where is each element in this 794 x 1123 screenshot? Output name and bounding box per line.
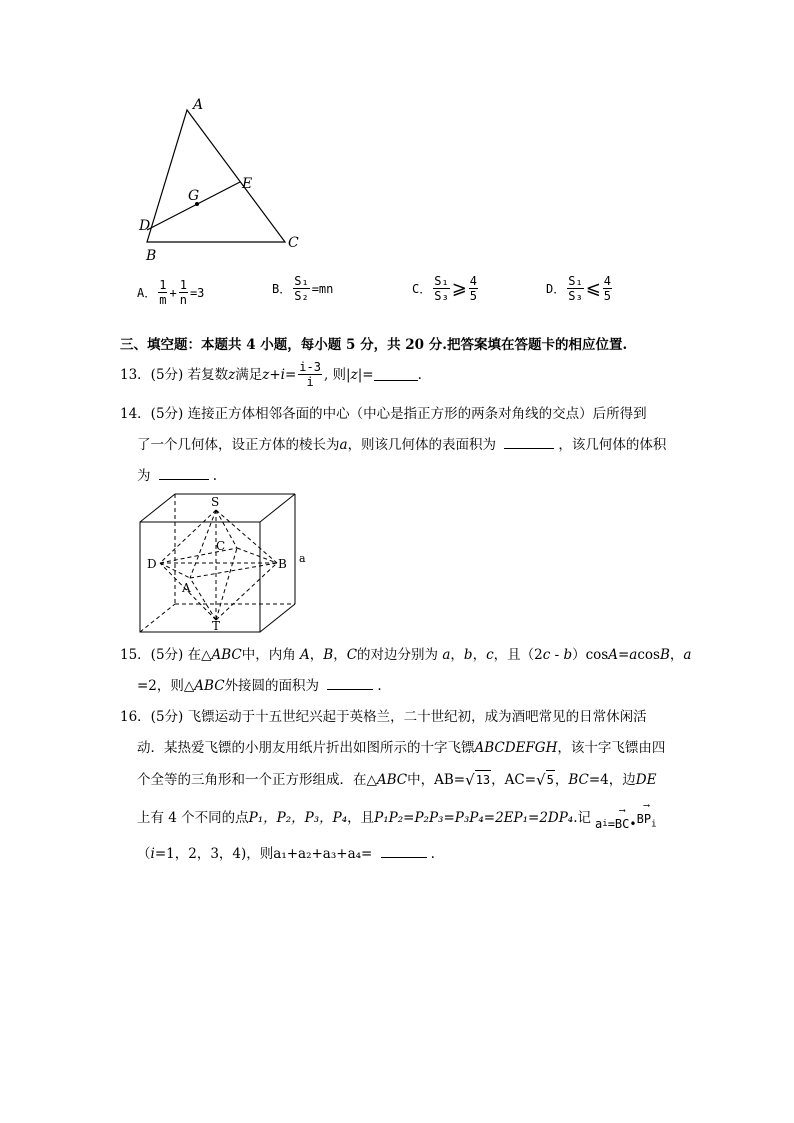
question-16-line2: 动．某热爱飞镖的小朋友用纸片折出如图所示的十字飞镖ABCDEFGH，该十字飞镖由四 xyxy=(137,740,666,756)
q13-equation: z+i= xyxy=(262,366,297,383)
label-c: C xyxy=(288,235,299,251)
question-16-line3: 个全等的三角形和一个正方形组成．在△ ABC 中，AB= √ 13 ，AC= √ 5 ， BC =4，边 DE xyxy=(137,771,657,789)
question-15-line2: =2，则△ABC外接圆的面积为 . xyxy=(137,678,382,694)
q14-volume-blank[interactable] xyxy=(159,467,209,480)
question-13 xyxy=(120,360,422,389)
option-c xyxy=(412,274,480,303)
option-d xyxy=(546,274,614,303)
cube-label-s: S xyxy=(211,495,220,509)
question-14-line1: 14．(5分) 连接正方体相邻各面的中心（中心是指正方形的两条对角线的交点）后所得到 xyxy=(120,406,647,422)
label-g: G xyxy=(188,188,200,204)
q13-prefix: 13．(5分) 若复数 xyxy=(120,366,229,383)
q15-answer-blank[interactable] xyxy=(327,677,373,690)
fraction-1-over-n: $\frac{1}{n}$ xyxy=(179,278,187,307)
cube-label-b: B xyxy=(278,557,287,571)
q13-tail: |= xyxy=(357,366,374,383)
q13-fraction: $\frac{i-3}{i}$ xyxy=(299,360,321,389)
cube-label-t: T xyxy=(212,619,221,633)
cube-label-a: A xyxy=(182,581,191,595)
question-16-line4: 上有 4 个不同的点 P₁，P₂，P₃，P₄ ，且 P₁P₂=P₂P₃=P₃P₄=2EP₁=2DP₄ .记 a i = ⟶ BC • ⟶ $BP_i$ xyxy=(137,801,657,832)
q13-end: . xyxy=(417,366,422,383)
sqrt-13: √ 13 xyxy=(465,771,491,789)
option-d-letter: D． xyxy=(546,281,566,296)
plus-sign: + xyxy=(169,285,177,300)
cube-front-face xyxy=(140,522,260,632)
q14-surface-blank[interactable] xyxy=(504,436,554,449)
section-heading: 三、填空题：本题共 4 小题，每小题 5 分，共 20 分.把答案填在答题卡的相应位置. xyxy=(120,337,628,353)
q14-var-a: a xyxy=(339,437,348,453)
question-14-line2: 了一个几何体，设正方体的棱长为a，则该几何体的表面积为 ，该几何体的体积 xyxy=(137,437,667,453)
question-14-line3: 为 . xyxy=(137,468,218,484)
q16-answer-blank[interactable] xyxy=(381,845,427,858)
label-b: B xyxy=(146,248,157,264)
q13-mid: 满足 xyxy=(235,366,263,383)
option-a-rest: =3 xyxy=(189,285,205,300)
fraction-s1-s3: $\frac{\text{S₁}}{\text{S₃}}$ xyxy=(434,274,449,303)
vector-expression: a i = ⟶ BC • ⟶ $BP_i$ xyxy=(595,801,657,832)
option-b-letter: B． xyxy=(272,281,292,296)
option-c-letter: C． xyxy=(412,281,432,296)
label-a: A xyxy=(193,97,204,113)
geq-sign: ⩾ xyxy=(451,277,467,299)
cube-label-d: D xyxy=(147,557,157,571)
q13-then: , 则| xyxy=(323,366,351,383)
option-a xyxy=(137,278,204,307)
fraction-s1-s3-d: $\frac{\text{S₁}}{\text{S₃}}$ xyxy=(568,274,583,303)
fraction-4-5: $\frac{4}{5}$ xyxy=(469,274,478,303)
cube-edge-label-a: a xyxy=(299,552,306,565)
option-b-rest: =mn xyxy=(311,281,334,296)
cube-label-c: C xyxy=(216,539,226,553)
label-d: D xyxy=(139,218,151,234)
triangle-abc xyxy=(147,110,285,242)
q13-answer-blank[interactable] xyxy=(374,368,418,381)
leq-sign: ⩽ xyxy=(585,277,601,299)
q13-var-z: z xyxy=(228,366,236,383)
triangle-figure xyxy=(130,90,310,270)
question-15-line1: 15．(5分) 在△ABC中，内角 A，B，C的对边分别为 a，b，c，且（2c - b）cosA=acosB，a xyxy=(120,647,692,663)
q13-var-z2: z xyxy=(350,366,358,383)
option-b xyxy=(272,274,333,303)
fraction-s1-s2: $\frac{\text{S₁}}{\text{S₂}}$ xyxy=(294,274,309,303)
question-16-line5: （i=1，2，3，4)，则a₁+a₂+a₃+a₄= . xyxy=(137,846,435,862)
label-e: E xyxy=(242,176,253,192)
fraction-1-over-m: $\frac{1}{m}$ xyxy=(159,278,167,307)
option-a-letter: A． xyxy=(137,285,157,300)
cube-octahedron-figure xyxy=(132,490,312,640)
fraction-4-5-d: $\frac{4}{5}$ xyxy=(603,274,612,303)
sqrt-5: √ 5 xyxy=(536,771,554,789)
question-16-line1: 16．(5分) 飞镖运动于十五世纪兴起于英格兰，二十世纪初，成为酒吧常见的日常休闲活 xyxy=(120,709,647,725)
